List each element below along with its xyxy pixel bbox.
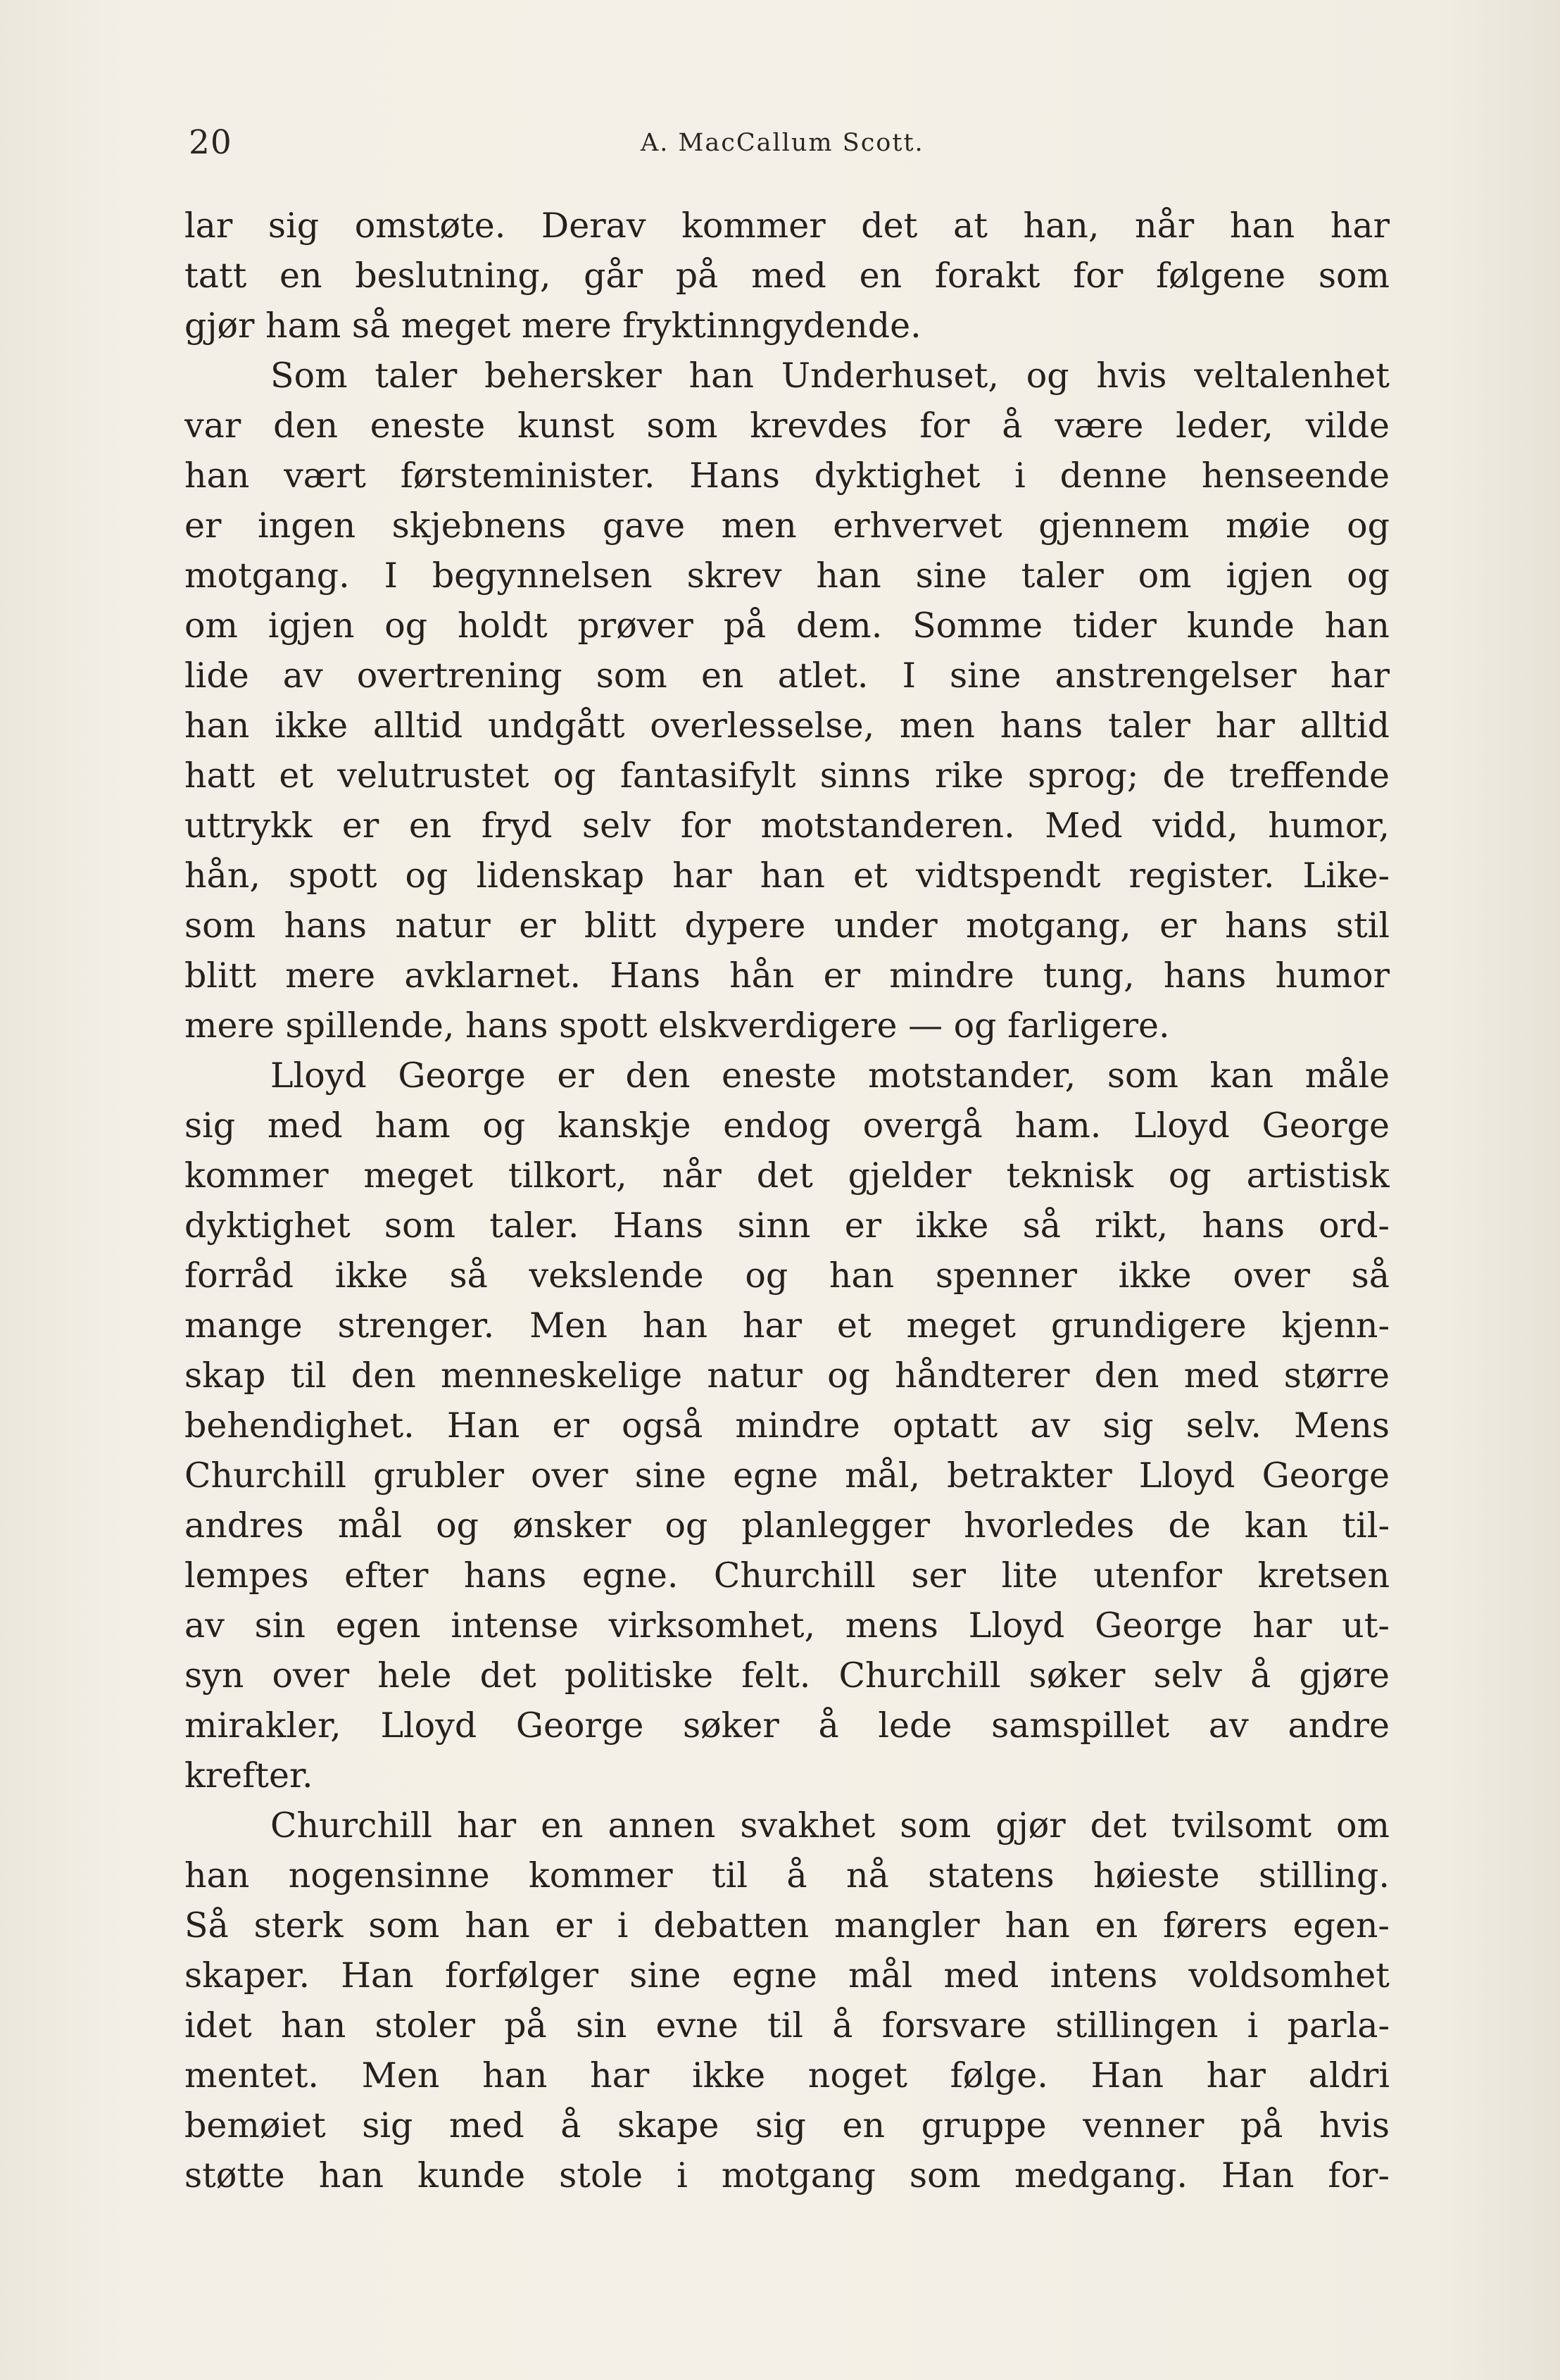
text-line: bemøiet sig med å skape sig en gruppe venner på hvis: [184, 2105, 1390, 2146]
text-line: skaper. Han forfølger sine egne mål med intens voldsomhet: [184, 1955, 1390, 1996]
text-line: han vært førsteminister. Hans dyktighet i denne henseende: [184, 456, 1390, 496]
text-line: han ikke alltid undgått overlesselse, men hans taler har alltid: [184, 706, 1390, 746]
running-title: A. MacCallum Scott.: [641, 129, 924, 157]
text-line: motgang. I begynnelsen skrev han sine taler om igjen og: [184, 556, 1390, 596]
text-line: Churchill har en annen svakhet som gjør det tvilsomt om: [270, 1805, 1390, 1846]
text-line: Lloyd George er den eneste motstander, som kan måle: [270, 1056, 1390, 1096]
text-line: krefter.: [184, 1755, 313, 1796]
text-line: lar sig omstøte. Derav kommer det at han, når han har: [184, 206, 1390, 246]
text-line: sig med ham og kanskje endog overgå ham. Lloyd George: [184, 1106, 1390, 1146]
text-line: lide av overtrening som en atlet. I sine anstrengelser har: [184, 656, 1390, 696]
text-line: syn over hele det politiske felt. Churchill søker selv å gjøre: [184, 1655, 1390, 1696]
text-line: tatt en beslutning, går på med en forakt for følgene som: [184, 256, 1390, 296]
text-line: er ingen skjebnens gave men erhvervet gjennem møie og: [184, 506, 1390, 546]
text-line: var den eneste kunst som krevdes for å være leder, vilde: [184, 406, 1390, 446]
text-line: av sin egen intense virksomhet, mens Lloyd George har ut-: [184, 1605, 1390, 1646]
text-line: dyktighet som taler. Hans sinn er ikke så rikt, hans ord-: [184, 1205, 1390, 1246]
text-line: om igjen og holdt prøver på dem. Somme tider kunde han: [184, 606, 1390, 646]
text-line: han nogensinne kommer til å nå statens høieste stilling.: [184, 1855, 1390, 1896]
text-line: støtte han kunde stole i motgang som medgang. Han for-: [184, 2155, 1390, 2196]
page-number: 20: [189, 123, 232, 162]
text-line: behendighet. Han er også mindre optatt av sig selv. Mens: [184, 1405, 1390, 1446]
text-line: Så sterk som han er i debatten mangler han en førers egen-: [184, 1905, 1390, 1946]
text-line: Churchill grubler over sine egne mål, betrakter Lloyd George: [184, 1455, 1390, 1496]
body-text: [184, 201, 1390, 2200]
text-line: forråd ikke så vekslende og han spenner ikke over så: [184, 1255, 1390, 1296]
text-line: andres mål og ønsker og planlegger hvorledes de kan til-: [184, 1505, 1390, 1546]
text-line: uttrykk er en fryd selv for motstanderen. Med vidd, humor,: [184, 806, 1390, 846]
text-line: Som taler behersker han Underhuset, og hvis veltalenhet: [270, 356, 1390, 396]
text-line: mere spillende, hans spott elskverdigere — og farligere.: [184, 1006, 1170, 1046]
text-line: hatt et velutrustet og fantasifylt sinns rike sprog; de treffende: [184, 756, 1390, 796]
text-line: gjør ham så meget mere fryktinngydende.: [184, 306, 921, 346]
text-line: skap til den menneskelige natur og håndterer den med større: [184, 1355, 1390, 1396]
text-line: mange strenger. Men han har et meget grundigere kjenn-: [184, 1305, 1390, 1346]
text-line: hån, spott og lidenskap har han et vidtspendt register. Like-: [184, 856, 1390, 896]
text-line: mirakler, Lloyd George søker å lede samspillet av andre: [184, 1705, 1390, 1746]
running-head: [176, 123, 1387, 165]
text-line: som hans natur er blitt dypere under motgang, er hans stil: [184, 906, 1390, 946]
text-line: mentet. Men han har ikke noget følge. Han har aldri: [184, 2055, 1390, 2096]
text-line: blitt mere avklarnet. Hans hån er mindre tung, hans humor: [184, 956, 1390, 996]
text-line: kommer meget tilkort, når det gjelder teknisk og artistisk: [184, 1155, 1390, 1196]
text-line: idet han stoler på sin evne til å forsvare stillingen i parla-: [184, 2005, 1390, 2046]
text-line: lempes efter hans egne. Churchill ser lite utenfor kretsen: [184, 1555, 1390, 1596]
